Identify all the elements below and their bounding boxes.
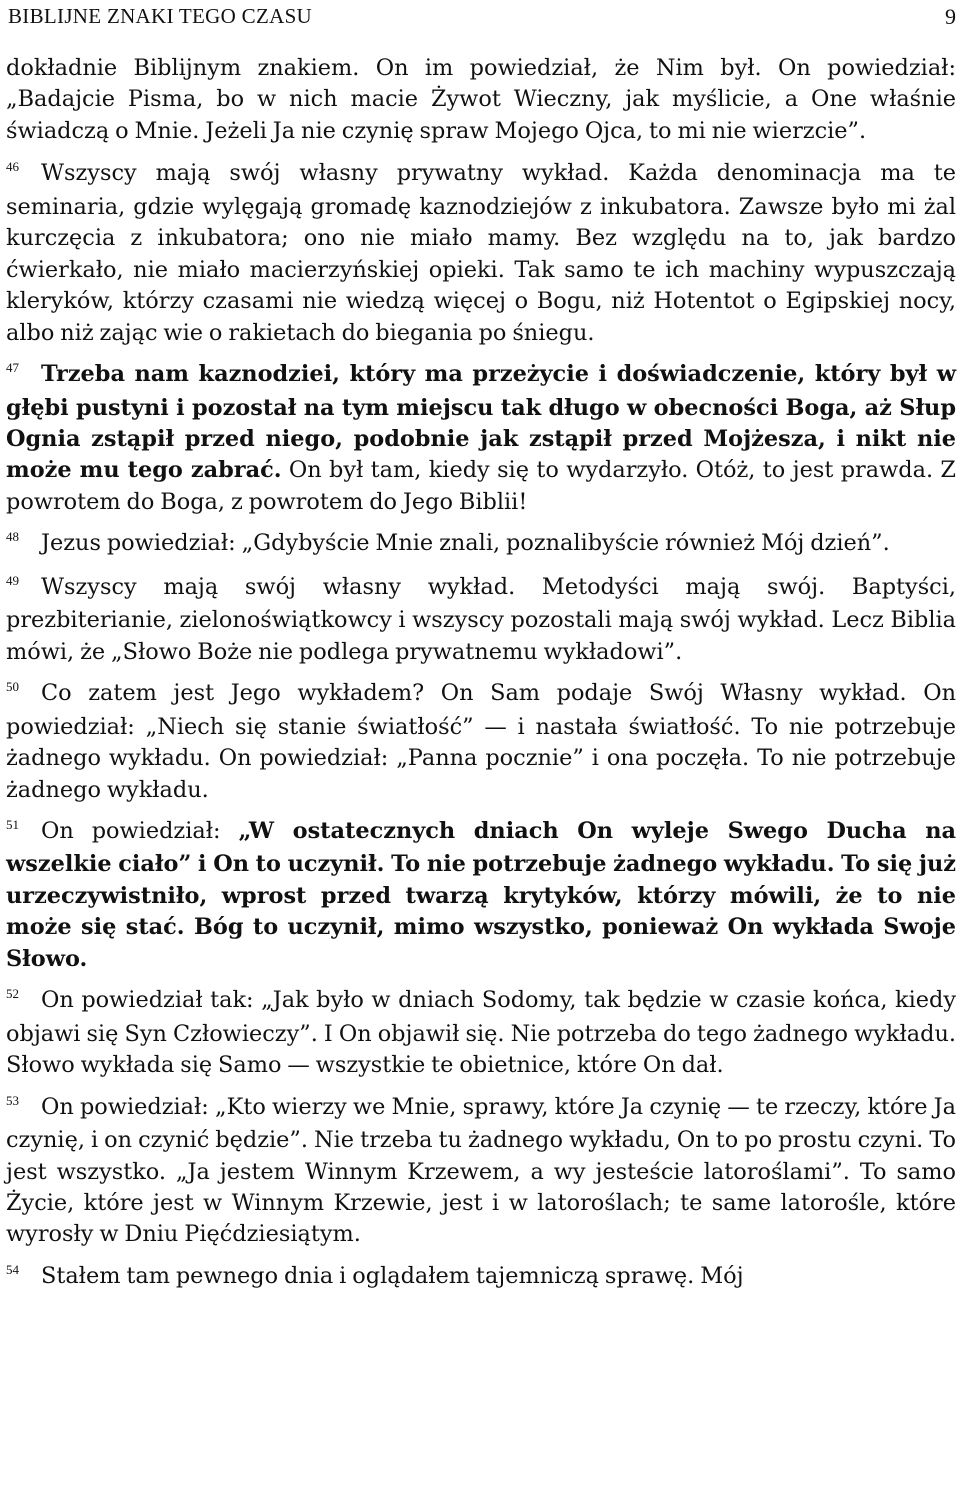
verse-paragraph — [6, 528, 956, 561]
verse-paragraph — [6, 158, 956, 349]
document-body — [6, 53, 956, 1294]
verse-paragraph — [6, 1261, 956, 1294]
verse-number: 46 — [6, 159, 19, 175]
text-segment: Co zatem jest Jego wykładem? On Sam podaje Swój Własny wykład. On powiedział: „Niech się stanie światłość” — i nastała światłość. To nie potrzebuje żadnego wykładu. On powiedział: „Panna pocznie” i ona poczęła. To nie potrzebuje żadnego wykładu. — [6, 680, 956, 803]
text-segment: On powiedział tak: „Jak było w dniach Sodomy, tak będzie w czasie końca, kiedy objawi się Syn Człowieczy”. I On objawił się. Nie potrzeba do tego żadnego wykładu. Słowo wykłada się Samo — wszystkie te obietnice, które On dał. — [6, 987, 956, 1079]
verse-number: 49 — [6, 572, 19, 588]
verse-number: 53 — [6, 1092, 19, 1108]
page-number: 9 — [945, 4, 956, 29]
text-segment: dokładnie Biblijnym znakiem. On im powiedział, że Nim był. On powiedział: „Badajcie Pisma, bo w nich macie Żywot Wieczny, jak myślicie, a One właśnie świadczą o Mnie. Jeżeli Ja nie czynię spraw Mojego Ojca, to mi nie wierzcie”. — [6, 55, 956, 144]
verse-number: 51 — [6, 816, 19, 832]
document-page — [6, 0, 956, 1304]
text-segment: Wszyscy mają swój własny prywatny wykład. Każda denominacja ma te seminaria, gdzie wylęgają gromadę kaznodziejów z inkubatora. Zawsze było mi żal kurczęcia z inkubatora; ono nie miało mamy. Bez względu na to, jak bardzo ćwierkało, nie miało macierzyńskiej opieki. Tak samo te ich machiny wypuszczają kleryków, którzy czasami nie wiedzą więcej o Bogu, niż Hotentot o Egipskiej nocy, albo niż zając wie o rakietach do biegania po śniegu. — [6, 160, 956, 346]
page-header — [6, 0, 956, 36]
text-segment: On powiedział: „Kto wierzy we Mnie, sprawy, które Ja czynię — te rzeczy, które Ja czynię, i on czynić będzie”. Nie trzeba tu żadnego wykładu, On to po prostu czyni. To jest wszystko. „Ja jestem Winnym Krzewem, a wy jesteście latoroślami”. To samo Życie, które jest w Winnym Krzewie, jest i w latoroślach; te same latorośle, które wyrosły w Dniu Pięćdziesiątym. — [6, 1093, 956, 1248]
verse-number: 47 — [6, 360, 19, 376]
verse-paragraph — [6, 572, 956, 668]
verse-paragraph — [6, 1092, 956, 1251]
verse-paragraph — [6, 816, 956, 975]
bold-text-segment: „W ostatecznych dniach On wyleje Swego Ducha na wszelkie ciało” i On to uczynił. To nie potrzebuje żadnego wykładu. To się już urzeczywistniło, wprost przed twarzą krytyków, którzy mówili, że to nie może się stać. Bóg to uczynił, mimo wszystko, ponieważ On wykłada Swoje Słowo. — [6, 817, 956, 972]
verse-number: 52 — [6, 986, 19, 1002]
text-segment: On był tam, kiedy się to wydarzyło. Otóż, to jest prawda. Z powrotem do Boga, z powrotem do Jego Biblii! — [6, 457, 956, 515]
verse-number: 54 — [6, 1261, 19, 1277]
verse-number: 48 — [6, 529, 19, 545]
text-segment: On powiedział: — [41, 817, 239, 844]
text-segment: Wszyscy mają swój własny wykład. Metodyści mają swój. Baptyści, prezbiterianie, zielonoświątkowcy i wszyscy pozostali mają swój wykład. Lecz Biblia mówi, że „Słowo Boże nie podlega prywatnemu wykładowi”. — [6, 573, 956, 665]
continuation-paragraph — [6, 53, 956, 147]
verse-paragraph — [6, 985, 956, 1081]
text-segment: Jezus powiedział: „Gdybyście Mnie znali, poznalibyście również Mój dzień”. — [41, 530, 890, 557]
running-head: BIBLIJNE ZNAKI TEGO CZASU — [8, 4, 313, 28]
text-segment: Stałem tam pewnego dnia i oglądałem tajemniczą sprawę. Mój — [41, 1262, 744, 1289]
verse-number: 50 — [6, 679, 19, 695]
verse-paragraph — [6, 678, 956, 806]
verse-paragraph — [6, 359, 956, 518]
bold-text-segment: Trzeba nam kaznodziei, który ma przeżycie i doświadczenie, który był w głębi pustyni i pozostał na tym miejscu tak długo w obecności Boga, aż Słup Ognia zstąpił przed niego, podobnie jak zstąpił przed Mojżesza, i nikt nie może mu tego zabrać. — [6, 361, 956, 484]
